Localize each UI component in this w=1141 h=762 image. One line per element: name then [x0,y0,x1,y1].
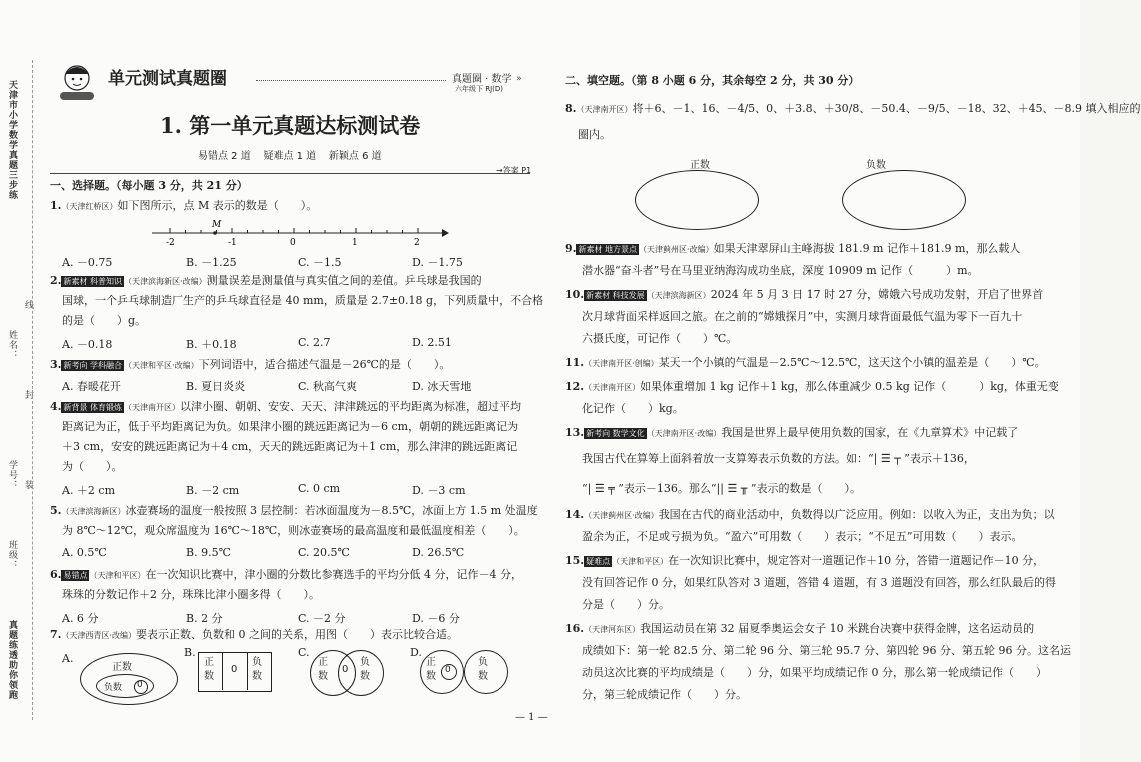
q6-opt-c[interactable]: C. －2 分 [298,612,346,625]
q2-line2: 国球，一个乒乓球制造厂生产的乒乓球直径是 40 mm，质量是 2.7±0.18 g，下列质量中，不合格 [62,294,544,307]
difficulty-meta [198,147,382,162]
q4-line2: 距离记为正，低于平均距离记为负。如果津小圈的跳远距离记为－6 cm，朝朝的跳远距离记为 [62,420,519,433]
q4-opt-c[interactable]: C. 0 cm [298,482,341,495]
header-brand: 真题圈 · 数学 [452,74,512,85]
q10-line3: 六摄氏度，可记作（ ）℃。 [582,332,738,345]
q10-line1: 2024 年 5 月 3 日 17 时 27 分，嫦娥六号成功发射，开启了世界首 [710,288,1044,301]
q6-tag: 易错点 [63,571,88,580]
q1-opt-c[interactable]: C. －1.5 [298,256,342,269]
q8-num: 8. [565,102,577,115]
header-arrow: » [516,74,522,84]
q13-stem [565,426,1018,441]
q6-line1: 在一次知识比赛中，津小圈的分数比参赛选手的平均分低 4 分，记作－4 分， [145,568,522,581]
meta-hard: 疑难点 1 道 [263,151,317,162]
q12-num: 12. [565,380,585,393]
q2-num: 2. [50,274,62,287]
q9-stem [565,242,1020,257]
q10-src: （天津滨海新区） [646,291,711,300]
q5-stem [50,504,538,519]
q13-line1: 我国是世界上最早使用负数的国家，在《九章算术》中记载了 [721,426,1019,439]
q3-opt-c[interactable]: C. 秋高气爽 [298,380,358,393]
q3-num: 3. [50,358,62,371]
q7c-neg-label: 负数 [360,657,370,682]
q16-line1: 我国运动员在第 32 届夏季奥运会女子 10 米跳台决赛中获得金牌，这名运动员的 [640,622,1035,635]
q15-num: 15. [565,554,585,567]
q4-line4: 为（ ）。 [62,460,123,473]
q10-tag: 新素材 科技发展 [586,291,645,300]
q8-stem [565,102,1141,117]
q3-opt-b[interactable]: B. 夏日炎炎 [186,380,246,393]
q7c-zero-label: 0 [342,664,349,675]
q16-stem [565,622,1034,637]
meta-new: 新颖点 6 道 [328,151,382,162]
q7d-zero-label: 0 [445,665,451,675]
q7b-zero-label: 0 [231,664,238,675]
q10-stem [565,288,1043,303]
q1-ticks [166,228,420,248]
q1-src: （天津红桥区） [61,202,118,211]
q15-src: （天津和平区） [612,557,669,566]
q8-line2: 圈内。 [578,128,611,141]
q1-opt-d[interactable]: D. －1.75 [412,256,463,269]
q6-num: 6. [50,568,62,581]
q13-tag: 新考向 数学文化 [586,429,645,438]
q1-tick-label: -2 [166,238,175,248]
q7-text: 要表示正数、负数和 0 之间的关系，用图（ ）表示比较合适。 [136,628,459,641]
q7-num: 7. [50,628,62,641]
q2-line3: 的是（ ）g。 [62,314,147,327]
q9-num: 9. [565,242,577,255]
q7a-neg-label: 负数 [104,683,123,693]
q4-line3: ＋3 cm，安安的跳远距离记为＋4 cm，天天的跳远距离记为＋1 cm，那么津津的跳远距离记 [62,440,518,453]
q2-opt-b[interactable]: B. ＋0.18 [186,338,237,351]
q6-opt-d[interactable]: D. －6 分 [412,612,460,625]
q5-opt-d[interactable]: D. 26.5℃ [412,546,465,559]
section2-heading: 二、填空题。（第 8 小题 6 分，其余每空 2 分，共 30 分） [565,74,860,87]
header-grade: 六年级下 RJ(D) [455,85,504,93]
q2-src: （天津滨海新区·改编） [124,277,207,286]
q6-opt-a[interactable]: A. 6 分 [62,612,99,625]
q10-line2: 次月球背面采样返回之旅。在之前的“嫦娥探月”中，实测月球背面最低气温为零下一百九十 [582,310,1023,323]
q8-pos-label: 正数 [690,160,710,171]
q1-tick-label: 2 [414,238,420,248]
q1-text: 如下图所示，点 M 表示的数是（ ）。 [117,199,318,212]
q5-opt-c[interactable]: C. 20.5℃ [298,546,350,559]
q2-opt-a[interactable]: A. －0.18 [62,338,113,351]
q3-src: （天津和平区·改编） [124,361,199,370]
q7-opt-d[interactable]: D. [410,646,422,659]
q4-opt-b[interactable]: B. －2 cm [186,484,240,497]
q7c-pos-label: 正数 [318,657,328,682]
q6-src: （天津和平区） [89,571,146,580]
q7a-pos-label: 正数 [112,662,132,673]
q1-tick-label: 0 [290,238,296,248]
q13-num: 13. [565,426,585,439]
q2-opt-c[interactable]: C. 2.7 [298,336,331,349]
meta-easy: 易错点 2 道 [198,151,251,162]
q16-line2: 成绩如下：第一轮 82.5 分、第二轮 96 分、第三轮 95.7 分、第四轮 96 分、第五轮 96 分。这名运 [582,644,1071,657]
mascot-icon [52,60,102,102]
q7b-pos-label: 正数 [204,657,214,682]
cut-label: 装 [23,480,33,490]
q15-stem [565,554,1044,569]
line-label: 线 [23,300,33,310]
series-label: 天津市小学数学真题三步练 [7,80,17,200]
q1-point-label: M [212,220,222,230]
q4-opt-a[interactable]: A. ＋2 cm [62,484,116,497]
motto-label: 真题练透助你领跑 [7,620,17,700]
q7-opt-c[interactable]: C. [298,646,310,659]
q1-opt-a[interactable]: A. －0.75 [62,256,113,269]
q5-line1: 冰壶赛场的温度一般按照 3 层控制：若冰面温度为－8.5℃，冰面上方 1.5 m 处温度 [125,504,538,517]
q3-opt-a[interactable]: A. 春暖花开 [62,380,121,393]
cut-line [32,60,33,720]
q5-src: （天津滨海新区） [61,507,126,516]
q4-stem [50,400,521,415]
q3-stem [50,358,450,373]
q7a-zero-label: 0 [137,680,143,690]
q5-opt-a[interactable]: A. 0.5℃ [62,546,107,559]
q16-num: 16. [565,622,585,635]
q14-src: （天津蓟州区·改编） [584,511,659,520]
q5-line2: 为 8℃～12℃，观众席温度为 16℃～18℃，则冰壶赛场的最高温度和最低温度相差（ ）。 [62,524,525,537]
page-number: — 1 — [515,712,548,723]
q8-neg-oval[interactable] [842,170,966,230]
q4-num: 4. [50,400,62,413]
q16-line4: 分，第三轮成绩记作（ ）分。 [582,688,747,701]
q7-opt-b[interactable]: B. [184,646,196,659]
q15-line2: 没有回答记作 0 分，如果红队答对 3 道题，答错 4 道题，有 3 道题没有回答，那么红队最后的得 [582,576,1056,589]
q1-opt-b[interactable]: B. －1.25 [186,256,237,269]
q3-tag: 新考向 学科融合 [63,361,123,370]
section1-heading: 一、选择题。（每小题 3 分，共 21 分） [50,179,248,192]
header-title: 单元测试真题圈 [108,69,227,89]
q11-num: 11. [565,356,585,369]
q15-line1: 在一次知识比赛中，规定答对一道题记作＋10 分，答错一道题记作－10 分， [668,554,1045,567]
q13-src: （天津南开区·改编） [646,429,722,438]
q3-opt-d[interactable]: D. 冰天雪地 [412,380,472,393]
q9-line1: 如果天津翠屏山主峰海拔 181.9 m 记作＋181.9 m，那么载人 [713,242,1021,255]
header-divider [256,80,446,81]
title-rule [50,173,530,174]
q10-num: 10. [565,288,585,301]
q7b-neg-label: 负数 [252,657,262,682]
q13-line3: “| ☰ ╤ ”表示－136。那么“|| ☰ ╥ ”表示的数是（ ）。 [582,482,862,495]
q14-num: 14. [565,508,585,521]
q12-line2: 化记作（ ）kg。 [582,402,684,415]
q4-src: （天津南开区） [124,403,181,412]
q9-line2: 潜水器“奋斗者”号在马里亚纳海沟成功坐底，深度 10909 m 记作（ ）m。 [582,264,979,277]
q2-opt-d[interactable]: D. 2.51 [412,336,452,349]
q7-src: （天津西青区·改编） [61,631,137,640]
q2-line1: 测量误差是测量值与真实值之间的差值。乒乓球是我国的 [206,274,482,287]
q1-num: 1. [50,199,62,212]
q4-opt-d[interactable]: D. －3 cm [412,484,466,497]
q14-line2: 盈余为正，不足或亏损为负。“盈六”可用数（ ）表示；“不足五”可用数（ ）表示。 [582,530,1023,543]
q11-src: （天津南开区·创编） [584,359,659,368]
q11-stem [565,356,1046,371]
q1-stem [50,199,317,214]
q13-line2: 我国古代在算筹上面斜着放一支算筹表示负数的方法。如：“| ☰ ┬ ”表示＋136， [582,452,975,465]
q8-src: （天津南开区） [576,105,633,114]
q2-stem [50,274,482,289]
q9-tag: 新素材 地方景点 [578,245,638,254]
q7-stem [50,628,458,643]
q9-src: （天津蓟州区·改编） [639,245,714,254]
seal-label: 封 [23,390,33,400]
q12-src: （天津南开区） [584,383,641,392]
page-title: 1. 第一单元真题达标测试卷 [160,113,421,138]
id-label: 学号： [7,460,17,490]
q3-text: 下列词语中，适合描述气温是－26℃的是（ ）。 [198,358,451,371]
name-label: 姓名： [7,330,17,360]
q8-pos-oval[interactable] [635,170,759,230]
q1-number-line [150,218,450,248]
q16-line3: 动员这次比赛的平均成绩是（ ）分，如果平均成绩记作 0 分，那么第一轮成绩记作（ ） [582,666,1047,679]
q4-line1: 以津小圈、朝朝、安安、天天、津津跳远的平均距离为标准，超过平均 [180,400,522,413]
q12-line1: 如果体重增加 1 kg 记作＋1 kg，那么体重减少 0.5 kg 记作（ ）kg，体重无变 [640,380,1059,393]
q4-tag: 新背景 体育锻炼 [63,403,123,412]
q7d-neg-label: 负数 [478,657,488,682]
answer-ref: →答案 P1 [496,166,532,175]
q7d-pos-label: 正数 [426,657,436,682]
class-label: 班级： [7,540,17,570]
q15-line3: 分是（ ）分。 [582,598,670,611]
q6-opt-b[interactable]: B. 2 分 [186,612,223,625]
q8-neg-label: 负数 [866,160,886,171]
q11-text: 某天一个小镇的气温是－2.5℃～12.5℃，这天这个小镇的温差是（ ）℃。 [658,356,1046,369]
q6-line2: 珠珠的分数记作＋2 分，珠珠比津小圈多得（ ）。 [62,588,320,601]
q14-line1: 我国在古代的商业活动中，负数得以广泛应用。例如：以收入为正，支出为负；以 [658,508,1055,521]
q12-stem [565,380,1059,395]
q5-num: 5. [50,504,62,517]
q14-stem [565,508,1055,523]
q6-stem [50,568,522,583]
q1-tick-label: -1 [228,238,237,248]
q2-tag: 新素材 科普知识 [63,277,123,286]
binding-strip [0,60,36,710]
q16-src: （天津河东区） [584,625,641,634]
q7-opt-a[interactable]: A. [62,652,74,665]
q5-opt-b[interactable]: B. 9.5℃ [186,546,231,559]
q1-point-m [213,231,217,235]
q15-tag: 疑难点 [586,557,611,566]
q8-line1: 将＋6、－1、16、－4/5、0、＋3.8、＋30/8、－50.4、－9/5、－18、32、＋45、－8.9 填入相应的 [632,102,1141,115]
q1-tick-label: 1 [352,238,358,248]
